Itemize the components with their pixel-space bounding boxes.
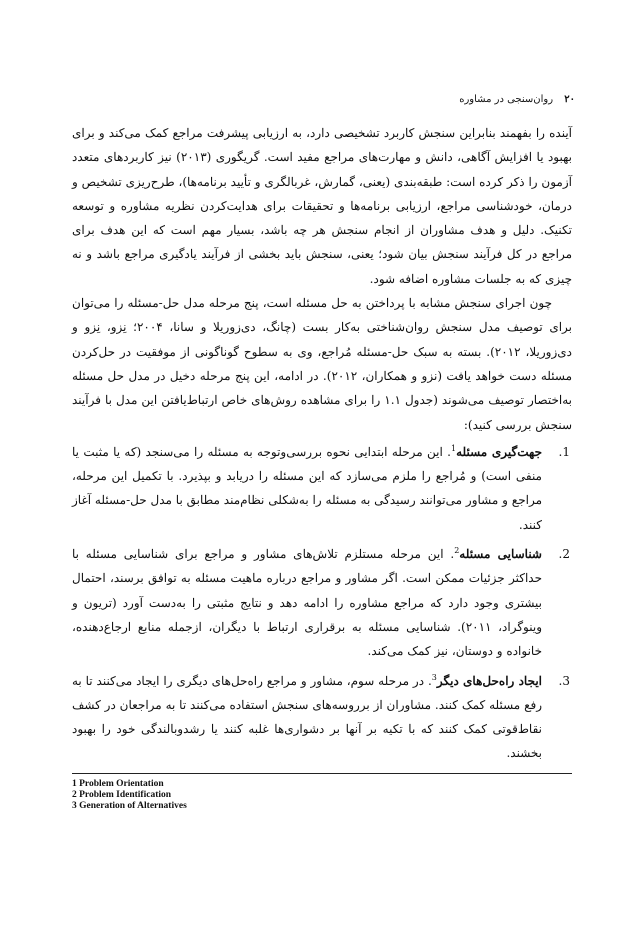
list-item [72,669,572,766]
list-item-number: .3 [558,673,570,688]
running-header [459,94,575,105]
list-item-number: .2 [558,547,570,562]
numbered-list [72,440,572,766]
footnote-ref: 3 [431,672,437,682]
footnote: 1 Problem Orientation [72,779,164,789]
footnotes [72,779,187,812]
list-item-term: ایجاد راه‌حل‌های دیگر [436,673,542,688]
list-item-text: . در مرحله سوم، مشاور و مراجع راه‌حل‌های دیگری را ایجاد می‌کنند تا به رفع مسئله کمک کنند. مشاوران از برروسه‌های سنجش استفاده می‌کنند تا به مراجعان در کشف نقاط‌قوتی کمک کنند که با تکیه بر آنها بر دشواری‌ها غلبه کنند یا رشدوبالندگی خود را بهبود بخشند. [72,673,542,761]
list-item-text: . این مرحله مستلزم تلاش‌های مشاور و مراجع برای شناسایی مسئله با حداکثر جزئیات ممکن است. اگر مشاور و مراجع درباره ماهیت مسئله به توافق برسند، احتمال بیشتری وجود دارد که مراجع مشاوره را ادامه دهد و نتایج مثبتی را به‌دست آورد (تریون و وینوگراد، ۲۰۱۱). شناسایی مسئله به برقراری ارتباط با دیگران، ازجمله منابع ارجاع‌دهنده، خانواده و دوستان، نیز کمک می‌کند. [72,547,543,659]
footnote-ref: 1 [450,443,457,453]
list-item-term: شناسایی مسئله [459,547,542,562]
list-item [72,440,572,537]
footnote-divider [72,773,572,774]
footnote-ref: 2 [454,546,460,556]
running-title: روان‌سنجی در مشاوره [459,94,554,105]
list-item-text: . این مرحله ابتدایی نحوه بررسی‌وتوجه به مسئله را می‌سنجد (که یا مثبت یا منفی است) و مُراجع را ملزم می‌سازد که این مسئله را دریابد و بپذیرد. با تکمیل این مرحله، مراجع و مشاور می‌توانند رسیدگی به مسئله را به‌شکلی نظام‌مند مطابق با مدل حل-مسئله آغاز کنند. [72,444,542,532]
list-item-number: .1 [558,444,570,459]
page-number: ۲۰ [564,94,575,105]
footnote: 3 Generation of Alternatives [72,801,187,811]
paragraph: آینده را بفهمند بنابراین سنجش کاربرد تشخیصی دارد، به ارزیابی پیشرفت مراجع کمک می‌کند و برای بهبود یا افزایش آگاهی، دانش و مهارت‌های مراجع مفید است. گریگوری (۲۰۱۳) نیز کاربردهای متعدد آزمون را ذکر کرده است: طبقه‌بندی (یعنی، گمارش، غربالگری و تأیید برنامه‌ها)، طرح‌ریزی تشخیص و درمان، خودشناسی مراجع، ارزیابی برنامه‌ها و تحقیقات برای هدایت‌کردن نظریه مشاوره و توسعه تکنیک. دلیل و هدف مشاوران از انجام سنجش هر چه باشد، بسیار مهم است که این هدف برای مراجع در کل فرآیند سنجش بیان شود؛ یعنی، سنجش باید بخشی از فرآیند یادگیری مراجع باشد و نه چیزی که به جلسات مشاوره اضافه شود. [72,126,572,286]
body-text [72,121,572,771]
paragraph: چون اجرای سنجش مشابه با پرداختن به حل مسئله است، پنج مرحله مدل حل-مسئله را می‌توان برای توصیف مدل سنجش روان‌شناختی به‌کار بست (چانگ، دی‌زوریلا و سانا، ۲۰۰۴؛ نِزو، نِزو و دی‌زوریلا، ۲۰۱۲). بسته به سبک حل-مسئله مُراجع، وی به سطوح گوناگونی از موفقیت در حل‌کردن مسئله دست خواهد یافت (نزو و همکاران، ۲۰۱۲). در ادامه، این پنج مرحله دخیل در مدل حل مسئله به‌اختصار توصیف می‌شوند (جدول ۱.۱ را برای مشاهده روش‌های خاص ارتباط‌یافتن این مدل با فرآیند سنجش بررسی کنید): [72,296,573,432]
list-item-term: جهت‌گیری مسئله [456,444,542,459]
footnote: 2 Problem Identification [72,790,172,800]
list-item [72,542,572,663]
